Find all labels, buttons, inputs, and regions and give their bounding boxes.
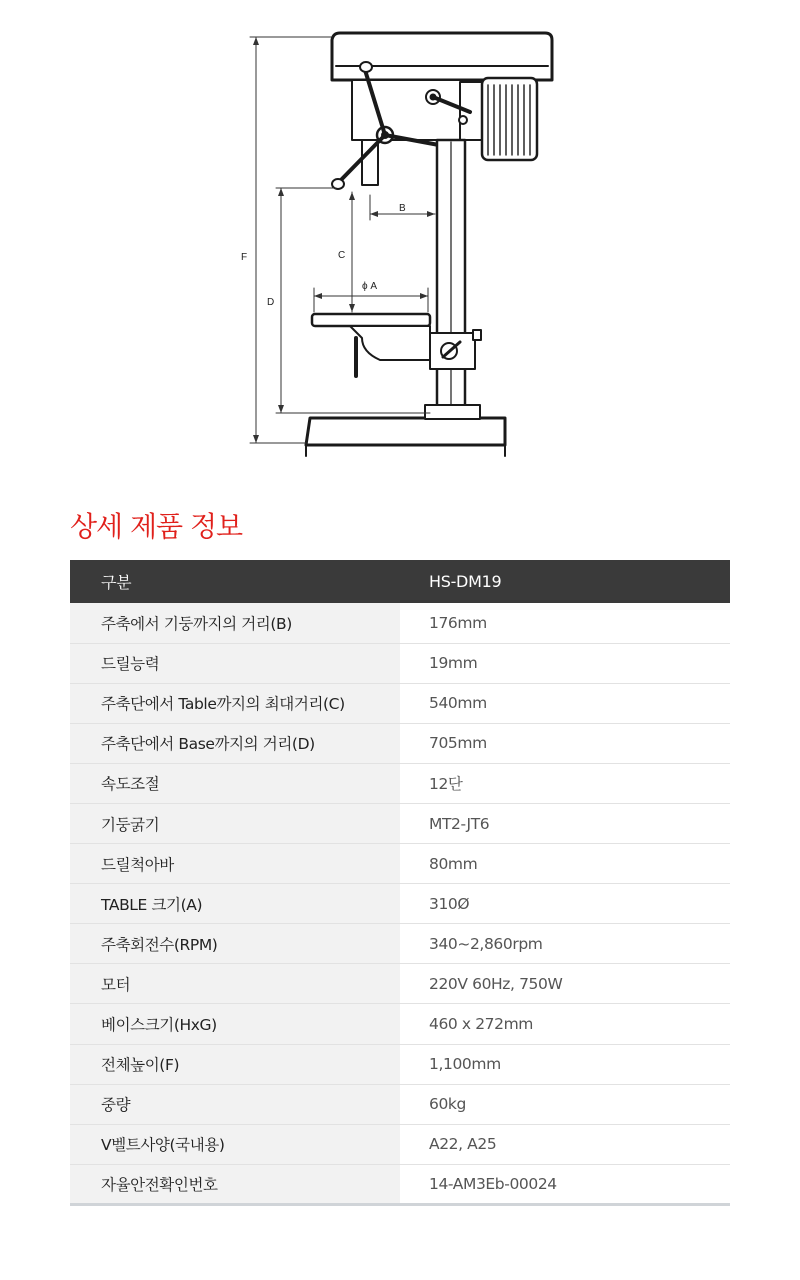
table-row [70,643,730,683]
table-row [70,723,730,763]
table-row [70,844,730,884]
drill-press-drawing [0,0,800,470]
dimension-label-b: B [399,203,406,214]
row-value: 310Ø [400,884,730,924]
table-row [70,763,730,803]
row-key: 자율안전확인번호 [70,1164,400,1204]
row-key: 주축단에서 Base까지의 거리(D) [70,723,400,763]
row-value: 705mm [400,723,730,763]
row-key: 기둥굵기 [70,803,400,843]
table-header-row [70,560,730,603]
header-key: 구분 [70,560,400,603]
table-row [70,1164,730,1204]
row-key: 드릴척아바 [70,844,400,884]
row-key: 속도조절 [70,763,400,803]
row-key: TABLE 크기(A) [70,884,400,924]
row-key: 중량 [70,1084,400,1124]
row-key: 주축에서 기둥까지의 거리(B) [70,603,400,643]
row-key: 주축단에서 Table까지의 최대거리(C) [70,683,400,723]
row-key: V벨트사양(국내용) [70,1124,400,1164]
table-row [70,884,730,924]
row-value: MT2-JT6 [400,803,730,843]
table-row [70,964,730,1004]
header-value: HS-DM19 [400,560,730,603]
row-value: 176mm [400,603,730,643]
row-value: 340~2,860rpm [400,924,730,964]
row-key: 전체높이(F) [70,1044,400,1084]
row-value: 12단 [400,763,730,803]
row-value: A22, A25 [400,1124,730,1164]
dimension-label-a: ϕ A [362,281,378,292]
row-value: 14-AM3Eb-00024 [400,1164,730,1204]
table-row [70,803,730,843]
section-title: 상세 제품 정보 [70,510,243,543]
dimension-label-c: C [338,250,346,261]
dimension-label-f: F [241,252,248,263]
row-key: 베이스크기(HxG) [70,1004,400,1044]
row-value: 220V 60Hz, 750W [400,964,730,1004]
dimension-label-d: D [267,297,275,308]
spec-table [70,560,730,1206]
drill-press-diagram [0,0,800,470]
row-key: 드릴능력 [70,643,400,683]
row-value: 60kg [400,1084,730,1124]
row-value: 1,100mm [400,1044,730,1084]
table-row [70,1044,730,1084]
row-value: 540mm [400,683,730,723]
table-row [70,1084,730,1124]
table-row [70,1004,730,1044]
row-value: 460 x 272mm [400,1004,730,1044]
row-value: 80mm [400,844,730,884]
row-value: 19mm [400,643,730,683]
row-key: 모터 [70,964,400,1004]
table-row [70,924,730,964]
table-row [70,1124,730,1164]
table-row [70,683,730,723]
table-row [70,603,730,643]
row-key: 주축회전수(RPM) [70,924,400,964]
